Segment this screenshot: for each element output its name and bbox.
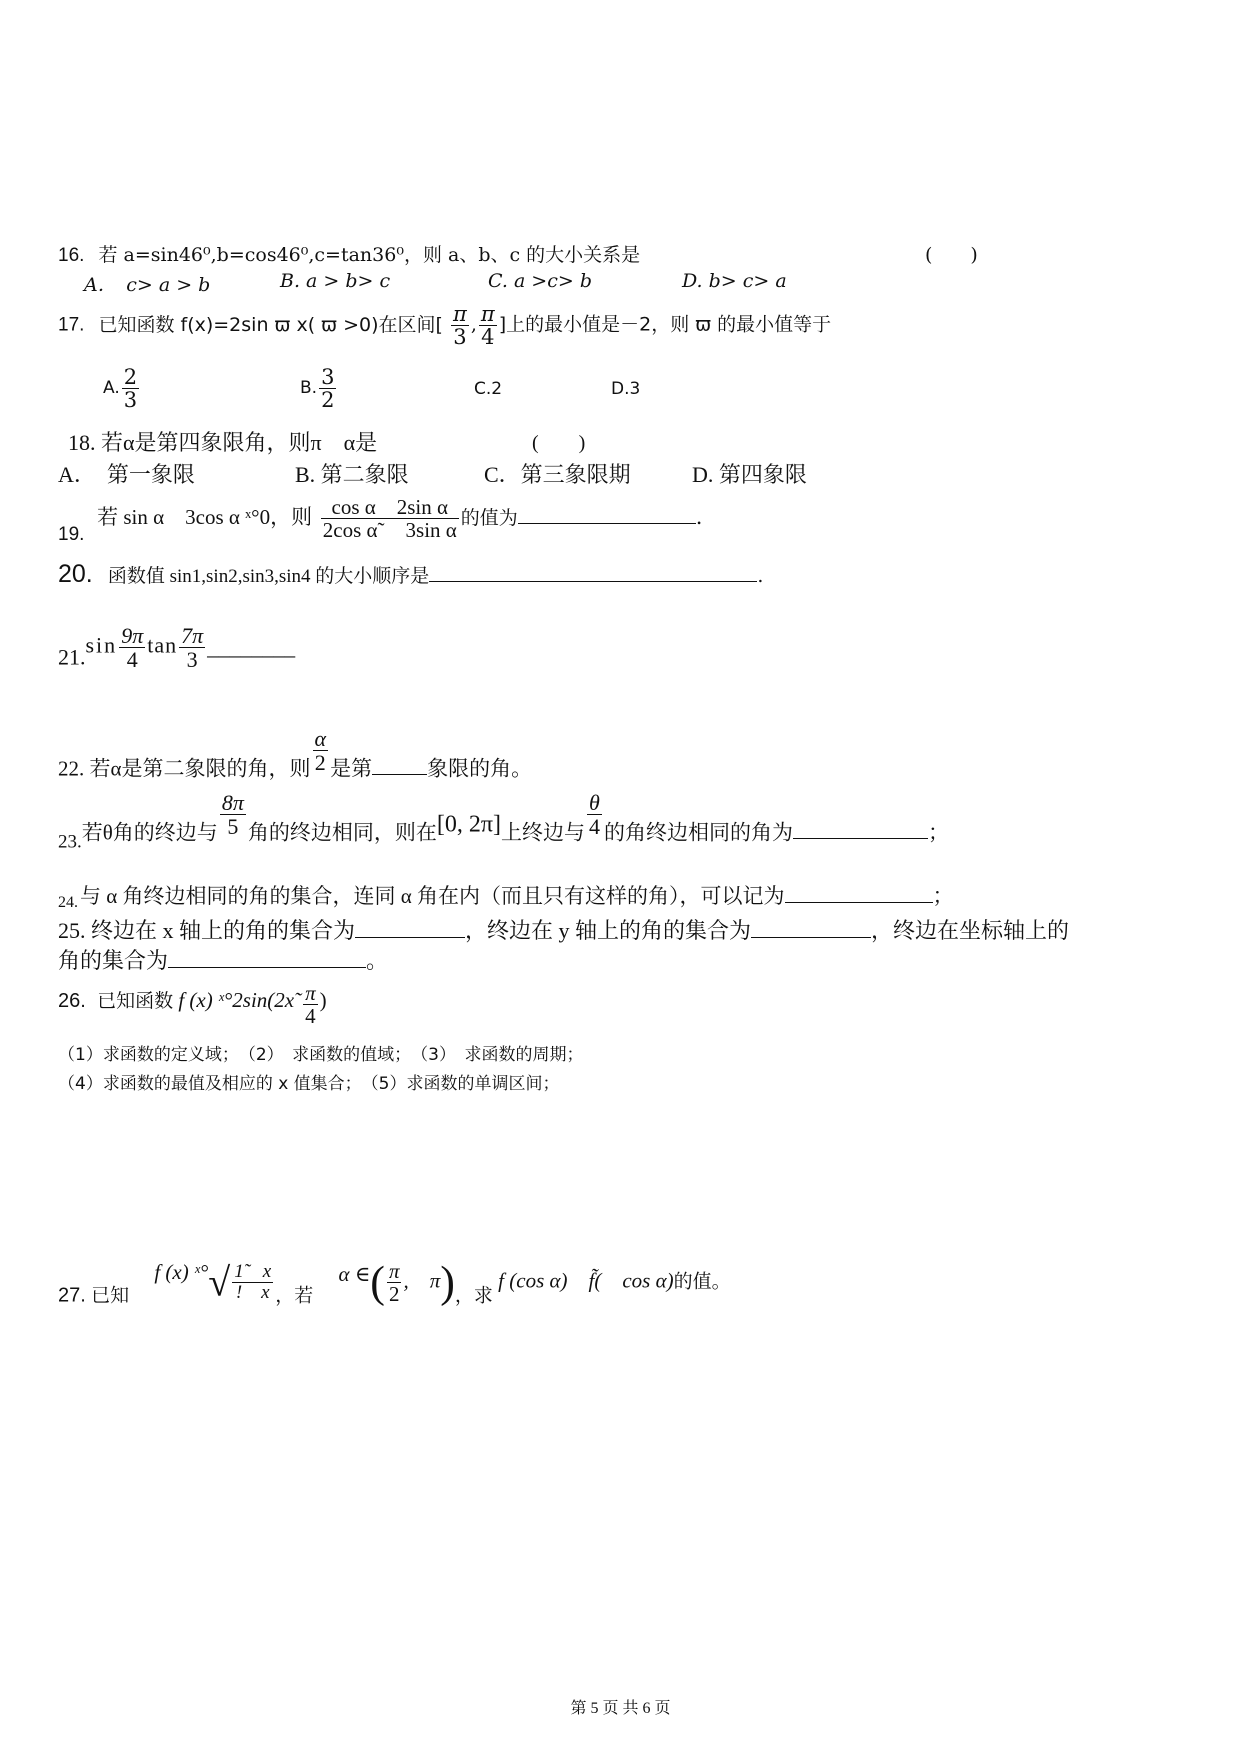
question-number: 23. (58, 831, 82, 853)
function-expression: f (x) ˣ°2sin(2x˜ (178, 988, 302, 1013)
option-b: B. 第二象限 (295, 462, 409, 487)
question-19: 19. 若 sin α 3cos α ˣ°0，则 $\frac{\text{cos α 2sin α}}{\text{2cos α˜ 3sin α}}$ 的值为 . (58, 495, 703, 546)
answer-blank: ________ (207, 634, 296, 660)
question-27: 27. 已知 f (x) ˣ°√ $\frac{1̃ x}{! x}$ ，若 α ∈( $\frac{\pi}{2}$ , π)，求 f (cos α) f̃( cos α)的值。 (58, 1257, 731, 1307)
fraction-pi-2: $\frac{\pi}{2}$ (388, 1259, 400, 1307)
fraction-alpha-2: $\frac{\alpha}{2}$ (314, 726, 327, 776)
question-text: 22. 若α是第二象限的角，则 (58, 756, 311, 781)
question-number: 20. (58, 560, 93, 588)
question-25-line1: 25. 终边在 x 轴上的角的集合为 ，终边在 y 轴上的角的集合为 ，终边在坐标轴上的 (58, 914, 1069, 945)
question-26-subparts-1: （1）求函数的定义域； （2） 求函数的值域； （3） 求函数的周期； (58, 1045, 584, 1065)
square-root: √ $\frac{1̃ x}{! x}$ (208, 1259, 272, 1305)
fraction-pi-4: $\frac{\pi}{4}$ (305, 981, 316, 1029)
question-text: ]上的最小值是－2，则 ϖ 的最小值等于 (498, 313, 832, 336)
option-d: D.3 (611, 379, 641, 399)
answer-blank-x-axis (355, 915, 465, 938)
question-number: 17. (58, 314, 85, 336)
answer-blank-y-axis (751, 915, 871, 938)
answer-blank (429, 565, 757, 582)
question-26: 26. 已知函数 f (x) ˣ°2sin(2x˜ $\frac{\pi}{4}$ ) (58, 981, 327, 1029)
question-17: 17. 已知函数 f(x)=2sin ϖ x( ϖ >0)在区间[ $\frac{\pi}{3}$ , $\frac{\pi}{4}$ ]上的最小值是－2，则 ϖ 的最小值等于 (58, 302, 832, 350)
option-a: A． c> a > b (84, 274, 211, 296)
option-c: C．第三象限期 (484, 462, 631, 487)
option-a: A． 第一象限 (58, 462, 195, 487)
question-25-line2: 角的集合为 。 (58, 944, 388, 975)
question-number: 24. (58, 894, 78, 911)
question-20: 20. 函数值 sin1,sin2,sin3,sin4 的大小顺序是 . (58, 560, 764, 588)
answer-paren: ( ) (925, 244, 978, 266)
option-a: A. $\frac{2}{3}$ (103, 365, 138, 413)
interval: [0, 2π] (436, 811, 501, 838)
question-number: 26. (58, 990, 86, 1013)
question-21: 21.sin $\frac{9\pi}{4}$ tan $\frac{7\pi}{3}$ ________ (58, 623, 296, 673)
fraction-pi-3: $\frac{\pi}{3}$ (453, 302, 467, 350)
question-text: 已知函数 f(x)=2sin ϖ x( ϖ >0)在区间[ (98, 313, 443, 336)
function-expression: f (x) ˣ° (154, 1260, 209, 1285)
answer-paren: ( ) (532, 432, 586, 454)
question-23: 23.若θ角的终边与 $\frac{8\pi}{5}$ 角的终边相同，则在[0, 2π]上终边与 $\frac{\theta}{4}$ 的角终边相同的角为 ； (58, 790, 949, 853)
fraction-8pi-5: $\frac{8\pi}{5}$ (221, 790, 244, 840)
question-text: 的值为 (460, 508, 518, 530)
question-text: 与 α 角终边相同的角的集合，连同 α 角在内（而且只有这样的角），可以记为 (80, 884, 785, 908)
option-b: B. $\frac{3}{2}$ (300, 365, 335, 413)
answer-blank-axes (168, 945, 366, 968)
page-footer: 第 5 页 共 6 页 (570, 1700, 671, 1717)
option-d: D. 第四象限 (692, 462, 807, 487)
fraction-pi-4: $\frac{\pi}{4}$ (480, 302, 495, 350)
question-16 (58, 240, 640, 267)
question-22: 22. 若α是第二象限的角，则 $\frac{\alpha}{2}$ 是第 象限的角。 (58, 726, 533, 781)
fraction-theta-4: $\frac{\theta}{4}$ (588, 790, 600, 840)
question-18: 18. 若α是第四象限角，则π α是 (68, 430, 378, 455)
option-c: C.2 (474, 379, 503, 399)
question-text: 若 a=sin46⁰,b=cos46⁰,c=tan36⁰，则 a、b、c 的大小关系是 (98, 244, 641, 266)
question-number: 19. (58, 524, 85, 546)
condition: 若 sin α 3cos α ˣ°0，则 (97, 505, 313, 530)
answer-blank (518, 502, 696, 524)
fraction-expression: $\frac{\text{cos α 2sin α}}{\text{2cos α˜ 3sin α}}$ (322, 495, 457, 543)
fraction-7pi-3: $\frac{7\pi}{3}$ (181, 623, 204, 673)
option-c: C. a >c> b (488, 270, 592, 292)
question-number: 27. (58, 1284, 86, 1307)
option-d: D. b> c> a (682, 270, 787, 292)
fraction-9pi-4: $\frac{9\pi}{4}$ (121, 623, 144, 673)
answer-blank (793, 817, 928, 839)
alpha-condition: α ∈ (338, 1262, 371, 1287)
option-b: B. a > b> c (280, 270, 391, 292)
question-number: 21. (58, 644, 86, 670)
question-text: 函数值 sin1,sin2,sin3,sin4 的大小顺序是 (107, 566, 430, 587)
answer-blank (785, 881, 933, 903)
question-24: 24.与 α 角终边相同的角的集合，连同 α 角在内（而且只有这样的角），可以记为 ； (58, 880, 954, 912)
question-26-subparts-2: （4）求函数的最值及相应的 x 值集合； （5）求函数的单调区间； (58, 1074, 560, 1094)
target-expression: f (cos α) f̃( cos α) (498, 1268, 674, 1293)
question-number: 16. (58, 245, 85, 266)
answer-blank (372, 753, 427, 775)
